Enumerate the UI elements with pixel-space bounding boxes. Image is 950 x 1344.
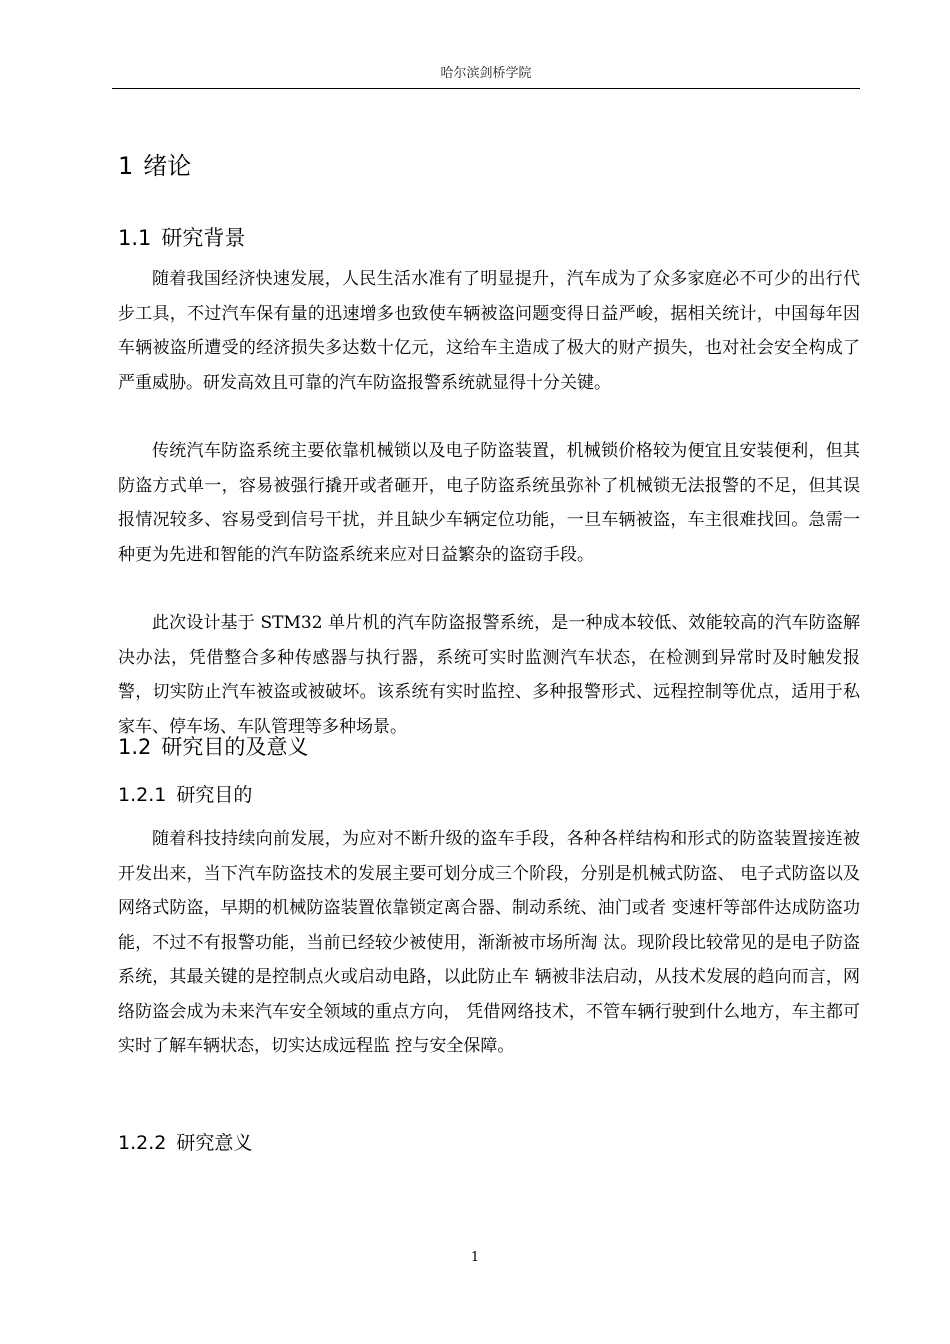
section-number: 1.1 bbox=[118, 226, 152, 250]
chapter-title: 绪论 bbox=[143, 152, 192, 180]
section-title: 研究背景 bbox=[161, 226, 246, 250]
subsection-title: 研究目的 bbox=[176, 784, 253, 806]
paragraph-background-3: 此次设计基于 STM32 单片机的汽车防盗报警系统，是一种成本较低、效能较高的汽车防盗解决办法，凭借整合多种传感器与执行器，系统可实时监测汽车状态，在检测到异常时及时触发报警，切实防止汽车被盗或被破坏。该系统有实时监控、多种报警形式、远程控制等优点，适用于私家车、停车场、车队管理等多种场景。 bbox=[118, 613, 860, 737]
section-heading-1-1 bbox=[118, 224, 245, 252]
section-heading-1-2 bbox=[118, 733, 308, 761]
chapter-number: 1 bbox=[118, 152, 134, 180]
section-number: 1.2 bbox=[118, 735, 152, 759]
subsection-title: 研究意义 bbox=[176, 1132, 253, 1154]
page-header: 哈尔滨剑桥学院 bbox=[440, 66, 532, 81]
header-divider bbox=[112, 88, 860, 89]
paragraph-background-1: 随着我国经济快速发展，人民生活水准有了明显提升，汽车成为了众多家庭必不可少的出行代步工具，不过汽车保有量的迅速增多也致使车辆被盗问题变得日益严峻，据相关统计，中国每年因车辆被盗所遭受的经济损失多达数十亿元，这给车主造成了极大的财产损失，也对社会安全构成了严重威胁。研发高效且可靠的汽车防盗报警系统就显得十分关键。 bbox=[118, 269, 860, 393]
subsection-heading-1-2-2 bbox=[118, 1130, 252, 1156]
paragraph-background-2: 传统汽车防盗系统主要依靠机械锁以及电子防盗装置，机械锁价格较为便宜且安装便利，但其防盗方式单一，容易被强行撬开或者砸开，电子防盗系统虽弥补了机械锁无法报警的不足，但其误报情况较多、容易受到信号干扰，并且缺少车辆定位功能，一旦车辆被盗，车主很难找回。急需一种更为先进和智能的汽车防盗系统来应对日益繁杂的盗窃手段。 bbox=[118, 441, 860, 565]
subsection-number: 1.2.1 bbox=[118, 784, 167, 806]
paragraph-purpose: 随着科技持续向前发展，为应对不断升级的盗车手段，各种各样结构和形式的防盗装置接连被开发出来，当下汽车防盗技术的发展主要可划分成三个阶段，分别是机械式防盗、 电子式防盗以及网络式防盗，早期的机械防盗装置依靠锁定离合器、制动系统、油门或者 变速杆等部件达成防盗功能，不过不有报警功能，当前已经较少被使用，渐渐被市场所淘 汰。现阶段比较常见的是电子防盗系统，其最关键的是控制点火或启动电路，以此防止车 辆被非法启动，从技术发展的趋向而言，网络防盗会成为未来汽车安全领域的重点方向， 凭借网络技术，不管车辆行驶到什么地方，车主都可实时了解车辆状态，切实达成远程监 控与安全保障。 bbox=[118, 829, 860, 1056]
subsection-number: 1.2.2 bbox=[118, 1132, 167, 1154]
page-number: 1 bbox=[470, 1250, 480, 1265]
section-title: 研究目的及意义 bbox=[161, 735, 309, 759]
chapter-heading bbox=[118, 150, 191, 182]
subsection-heading-1-2-1 bbox=[118, 782, 252, 808]
